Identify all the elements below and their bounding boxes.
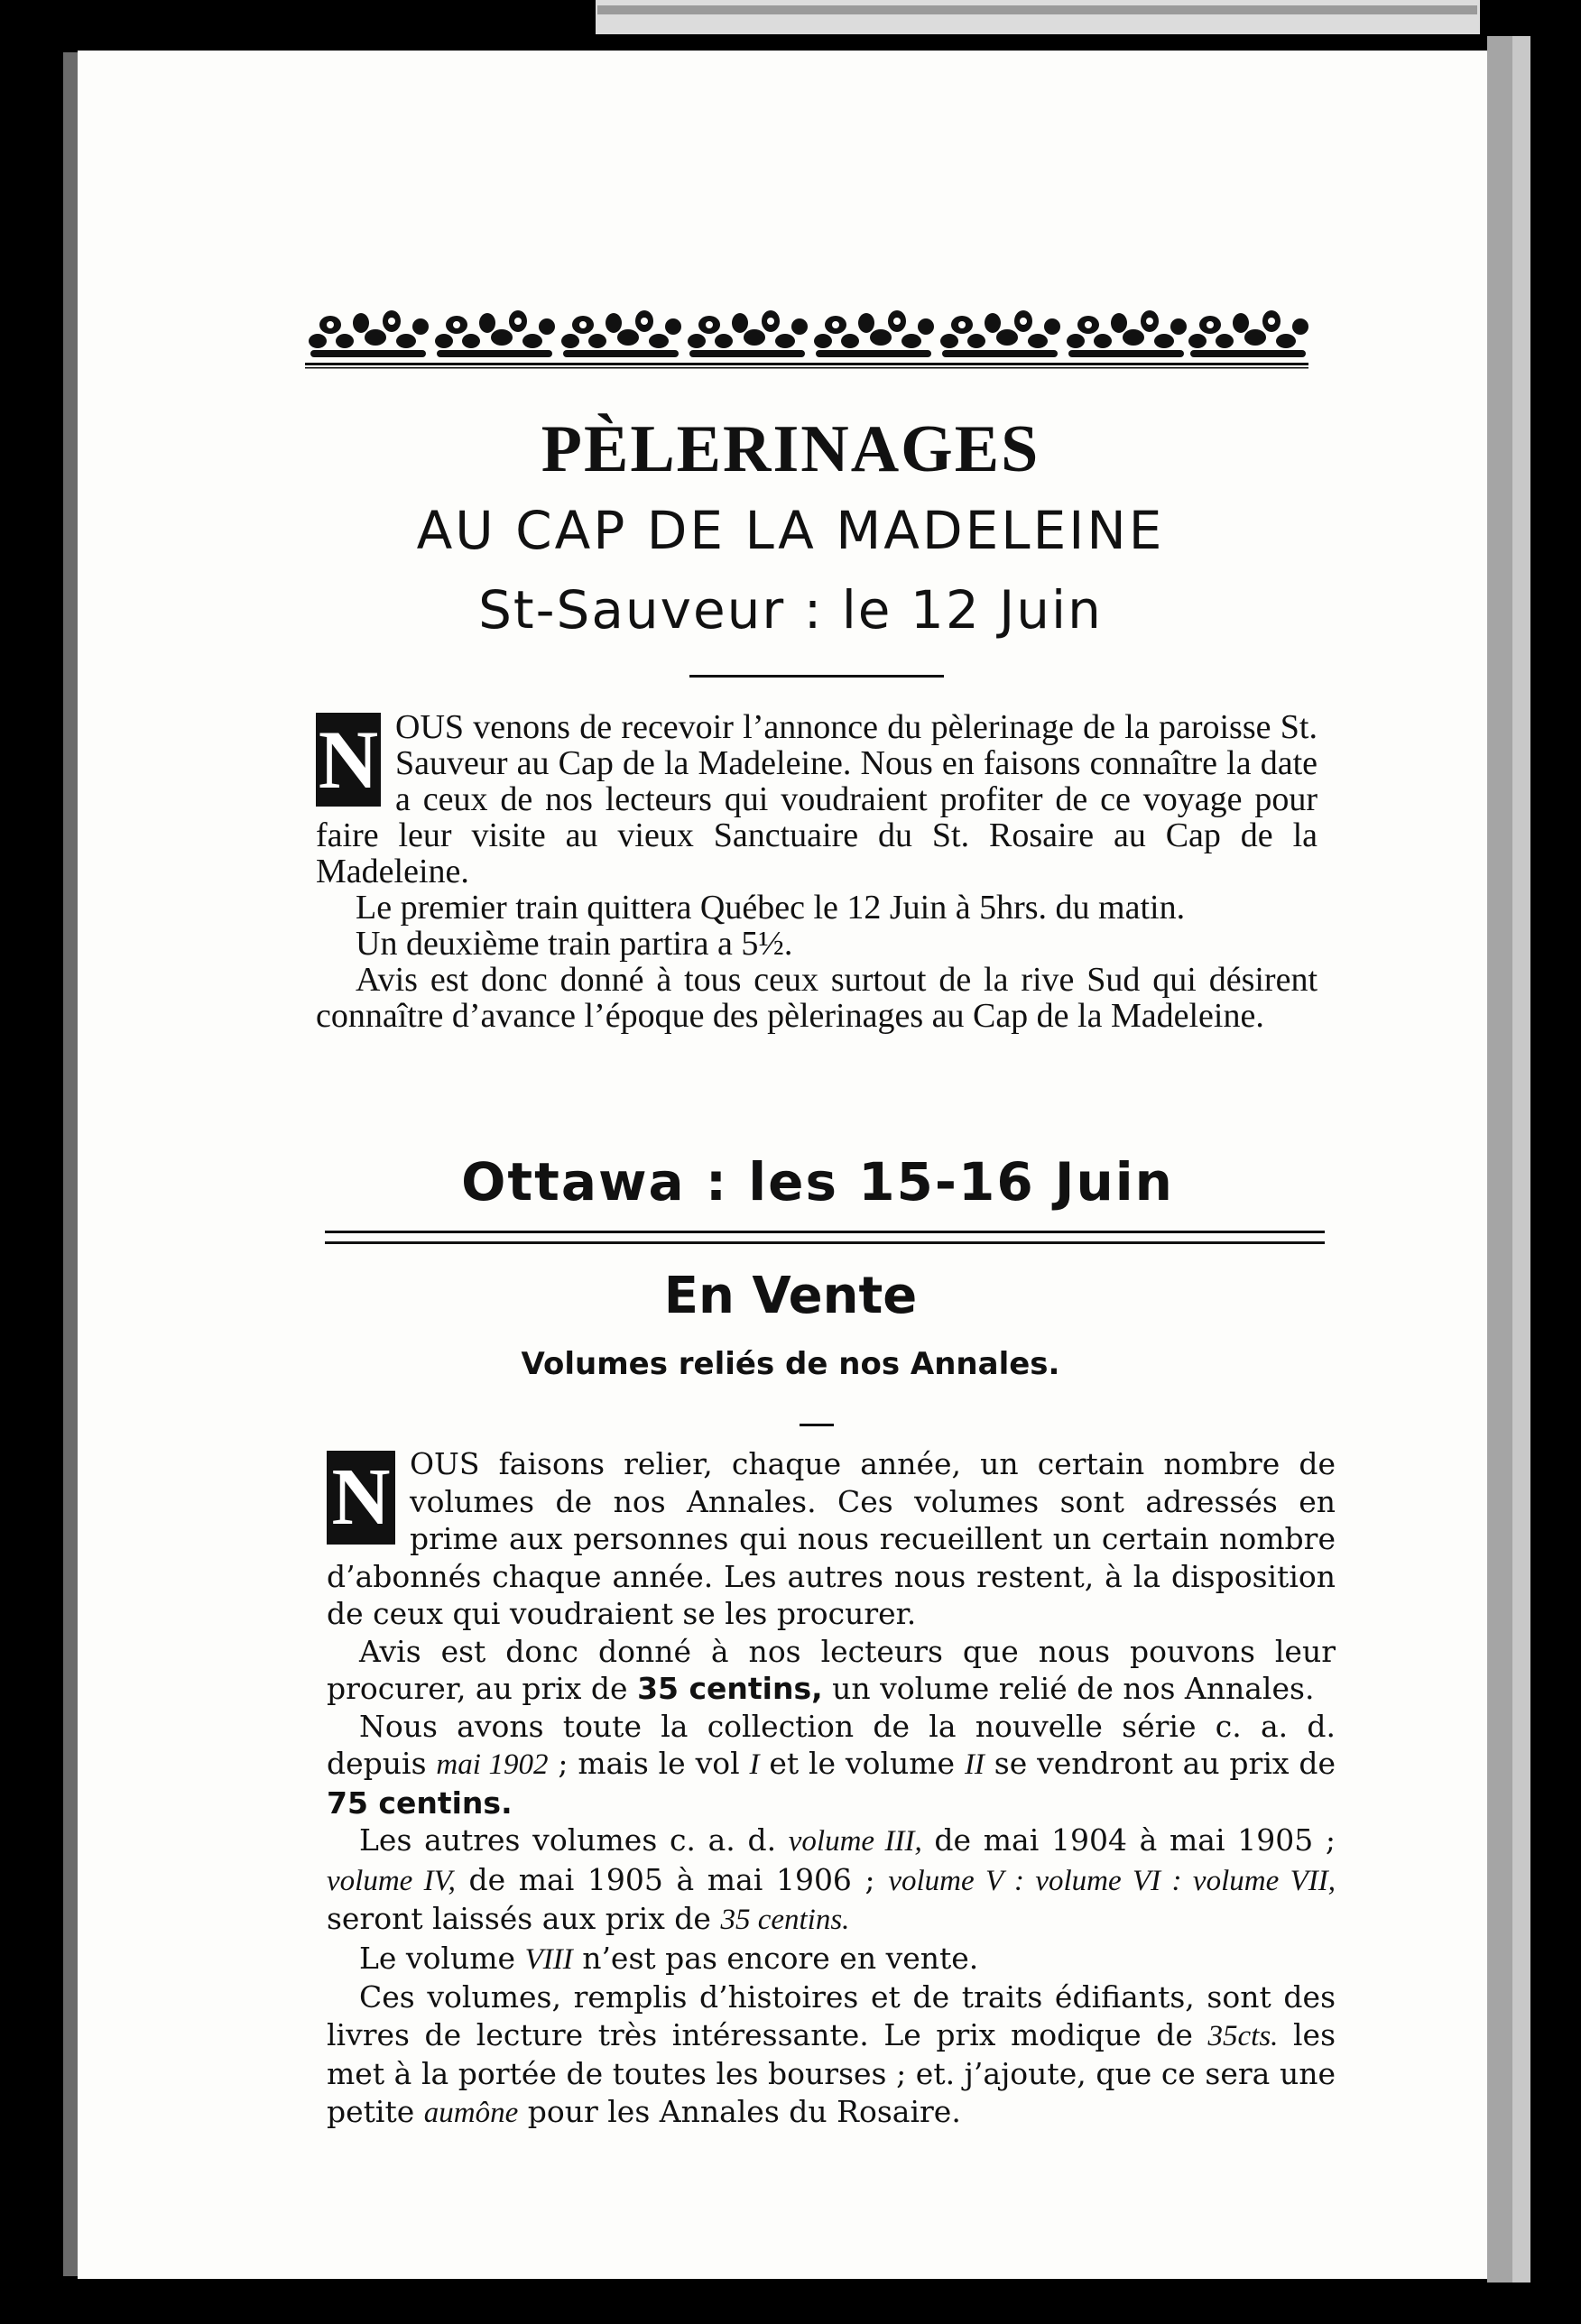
price-35-centins: 35 centins, [637,1671,823,1706]
sale-paragraph-6: Ces volumes, remplis d’histoires et de traits édifiants, sont des livres de lecture très intéressante. Le prix modique de 35cts. les met à la portée de toutes les bourses ; et. j’ajoute, que ce sera une petite aumône pour les Annales du Rosaire. [327,1979,1336,2129]
pilgrimage-notice [316,709,1318,1034]
scan-page-edge-top-shade [597,5,1477,14]
dropcap-letter-2: N [327,1451,395,1545]
notice-paragraph-1: OUS venons de recevoir l’annonce du pèlerinage de la paroisse St. Sauveur au Cap de la Madeleine. Nous en faisons connaître la date a ceux de nos lecteurs qui voudraient profiter de ce voyage pour faire leur visite au vieux Sanctuaire du St. Rosaire au Cap de la Madeleine. [316,708,1318,890]
notice-paragraph-2: Le premier train quittera Québec le 12 Juin à 5hrs. du matin. [356,889,1186,927]
sale-paragraph-1: OUS faisons relier, chaque année, un certain nombre de volumes de nos Annales. Ces volumes sont adressés en prime aux personnes qui nous recueillent un certain nombre d’abonnés chaque année. Les autres nous restent, à la disposition de ceux qui voudraient se les procurer. [327,1446,1336,1631]
sale-paragraph-5: Le volume VIII n’est pas encore en vente. [359,1940,979,1976]
volumes-subheading: Volumes reliés de nos Annales. [521,1346,1060,1382]
page-title: PÈLERINAGES [541,412,1040,486]
sale-paragraph-2: Avis est donc donné à nos lecteurs que nous pouvons leur procurer, au prix de 35 centins, un volume relié de nos Annales. [327,1633,1336,1706]
dropcap-letter: N [316,713,381,807]
sale-notice [327,1445,1336,2132]
en-vente-heading: En Vente [663,1267,918,1325]
sale-paragraph-3: Nous avons toute la collection de la nouvelle série c. a. d. depuis mai 1902 ; mais le vol I et le volume II se vendront au prix de 75 centins. [327,1708,1336,1821]
price-75-centins: 75 centins. [327,1784,513,1821]
notice-paragraph-3: Un deuxième train partira a 5½. [356,925,793,963]
ottawa-date-heading: Ottawa : les 15-16 Juin [461,1151,1174,1213]
stsauveur-date-heading: St-Sauveur : le 12 Juin [478,579,1103,641]
short-rule-divider [689,675,944,678]
sale-paragraph-4: Les autres volumes c. a. d. volume III, de mai 1904 à mai 1905 ; volume IV, de mai 1905 à mai 1906 ; volume V : volume VI : volume VII, seront laissés aux prix de 35 centins. [327,1822,1336,1936]
short-rule-divider-2 [800,1424,834,1426]
floral-ornament-band [305,298,1308,370]
page-subtitle: AU CAP DE LA MADELEINE [416,500,1165,561]
double-rule-divider [325,1231,1325,1244]
notice-paragraph-4: Avis est donc donné à tous ceux surtout de la rive Sud qui désirent connaître d’avance l’époque des pèlerinages au Cap de la Madeleine. [316,961,1318,1035]
